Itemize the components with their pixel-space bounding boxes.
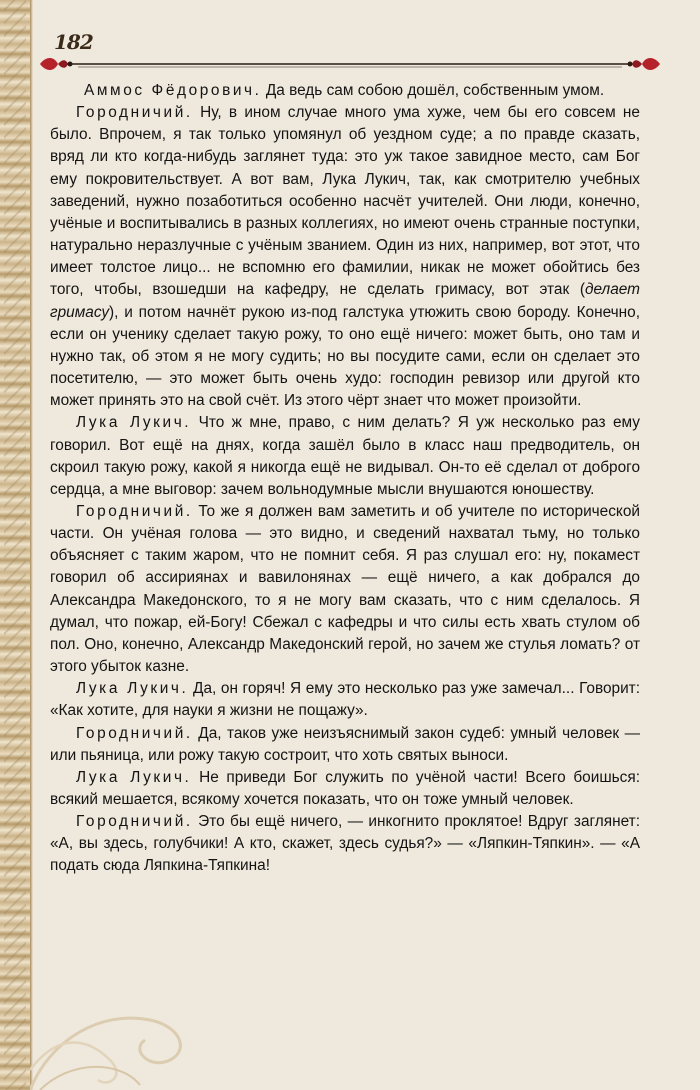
border-pattern xyxy=(4,0,26,1090)
speaker-name: Городничий. xyxy=(76,502,193,520)
stage-direction: делает гримасу xyxy=(50,281,640,321)
speaker-name: Лука Лукич. xyxy=(76,680,189,698)
speaker-name: Лука Лукич. xyxy=(76,768,192,786)
page-number: 182 xyxy=(54,30,93,54)
border-edge xyxy=(30,0,33,1090)
speech-text: Да, он горяч! Я ему это несколько раз уже замечал... Говорит: «Как хотите, для науки я жизни не пощажу». xyxy=(50,680,640,720)
dialogue-paragraph xyxy=(50,723,640,767)
speech-text: Что ж мне, право, с ним делать? Я уж несколько раз ему говорил. Вот ещё на днях, когда зашёл было в класс наш предводитель, он скроил такую рожу, какой я никогда ещё не видывал. Он-то её сделал от доброго сердца, а мне выговор: зачем вольнодумные мысли внушаются юношеству. xyxy=(50,414,640,498)
speech-text: Да ведь сам собою дошёл, собственным умом. xyxy=(261,82,605,99)
speaker-name: Аммос Фёдорович. xyxy=(84,82,262,99)
speech-text: ), и потом начнёт рукою из-под галстука утюжить свою бороду. Конечно, если он ученику сделает такую рожу, то оно ещё ничего: может быть, оно там и нужно так, об этом я не могу судить; но вы посудите сами, если он сделает это посетителю, — это может быть очень худо: господин ревизор или другой кто может принять это на свой счёт. Из этого чёрт знает что может произойти. xyxy=(50,303,640,410)
dialogue-paragraph xyxy=(50,412,640,501)
speech-text: Ну, в ином случае много ума хуже, чем бы его совсем не было. Впрочем, я так только упомянул об уездном суде; а по правде сказать, вряд ли кто когда-нибудь заглянет туда: это уж такое завидное место, сам Бог ему покровительствует. А вот вам, Лука Лукич, так, как смотрителю учебных заведений, нужно позаботиться особенно насчёт учителей. Они люди, конечно, учёные и воспитывались в разных коллегиях, но имеют очень странные поступки, натурально неразлучные с учёным званием. Один из них, например, вот этот, что имеет толстое лицо... не вспомню его фамилии, никак не может обойтись без того, чтобы, взошедши на кафедру, не сделать гримасу, вот этак ( xyxy=(50,104,640,299)
speech-text: Это бы ещё ничего, — инкогнито проклятое! Вдруг заглянет: «А, вы здесь, голубчики! А кто, скажет, здесь судья?» — «Ляпкин-Тяпкин». — «А подать сюда Ляпкина-Тяпкина! xyxy=(50,813,640,875)
speech-text: Да, таков уже неизъяснимый закон судеб: умный человек — или пьяница, или рожу такую состроит, что хоть святых выноси. xyxy=(50,724,640,764)
speaker-name: Лука Лукич. xyxy=(76,414,192,432)
speaker-name: Городничий. xyxy=(76,104,193,122)
speech-text: То же я должен вам заметить и об учителе по исторической части. Он учёная голова — это видно, и сведений нахватал тьму, но только объясняет с таким жаром, что не помнит себя. Я раз слушал его: ну, покамест говорил об ассириянах и вавилонянах — ещё ничего, а как добрался до Александра Македонского, то я не могу вам сказать, что с ним сделалось. Я думал, что пожар, ей-Богу! Сбежал с кафедры и что силы есть хвать стулом об пол. Оно, конечно, Александр Македонский герой, но зачем же стулья ломать? от этого убыток казне. xyxy=(50,502,640,676)
speaker-name: Городничий. xyxy=(76,724,193,742)
header-ornament xyxy=(38,52,662,76)
dialogue-paragraph xyxy=(50,811,640,877)
dialogue-paragraph xyxy=(50,501,640,678)
dialogue-paragraph xyxy=(50,767,640,811)
speaker-name: Городничий. xyxy=(76,813,193,831)
right-tulip-ornament xyxy=(628,58,661,70)
dialogue-paragraph xyxy=(50,102,640,412)
play-text xyxy=(50,80,640,878)
left-tulip-ornament xyxy=(40,58,73,70)
dialogue-paragraph xyxy=(50,678,640,722)
corner-swirl-ornament xyxy=(30,980,200,1090)
decorative-border xyxy=(0,0,30,1090)
dialogue-paragraph xyxy=(50,80,640,102)
speech-text: Не приведи Бог служить по учёной части! Всего боишься: всякий мешается, всякому хочется показать, что он тоже умный человек. xyxy=(50,768,640,808)
